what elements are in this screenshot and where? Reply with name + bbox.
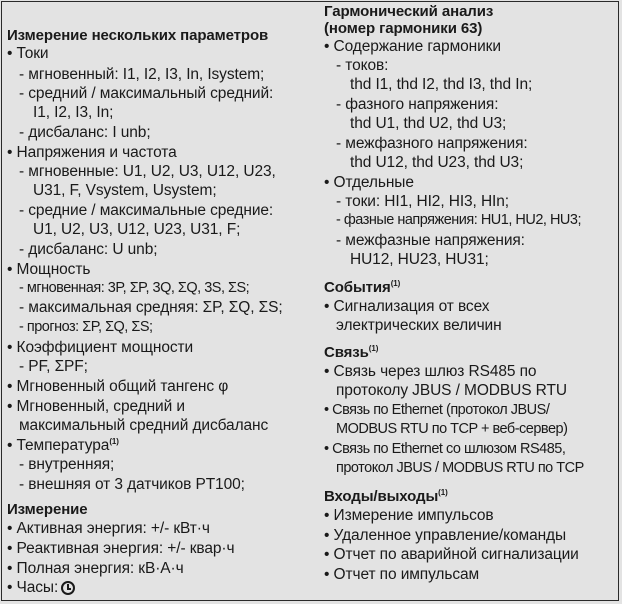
text-line-left-9 <box>19 201 273 220</box>
text-line-left-16 <box>7 338 193 357</box>
line-text: HU12, HU23, HU31; <box>350 251 489 268</box>
line-text: электрических величин <box>336 317 502 334</box>
line-text: - мгновенный: I1, I2, I3, In, Isystem; <box>19 66 265 83</box>
line-text: - фазного напряжения: <box>336 96 499 113</box>
text-line-right-28 <box>324 565 479 584</box>
line-text: • Содержание гармоники <box>324 38 501 55</box>
line-text: • Мощность <box>7 261 91 278</box>
text-line-left-17 <box>19 357 88 376</box>
footnote-marker: (1) <box>390 279 401 288</box>
line-text: - дисбаланс: U unb; <box>19 241 158 258</box>
line-text: • Мгновенный, средний и <box>7 398 185 415</box>
line-text: Измерение нескольких параметров <box>7 27 269 44</box>
text-line-right-27 <box>324 545 579 564</box>
text-line-right-10 <box>336 192 509 211</box>
line-text: - токов: <box>336 57 389 74</box>
line-text: - мгновенные: U1, U2, U3, U12, U23, <box>19 163 276 180</box>
text-line-left-4 <box>33 103 113 122</box>
line-text: - межфазные напряжения: <box>336 232 525 249</box>
line-text: • Активная энергия: +/- кВт·ч <box>7 520 210 537</box>
text-line-left-1 <box>7 44 48 63</box>
text-line-left-26 <box>7 539 234 558</box>
line-text: - мгновенная: 3P, ΣP, 3Q, ΣQ, 3S, ΣS; <box>19 280 250 296</box>
footnote-marker: (1) <box>109 437 119 446</box>
line-text: • Полная энергия: кВ·А·ч <box>7 560 184 577</box>
text-line-left-6 <box>7 143 177 162</box>
text-line-right-19 <box>336 381 567 400</box>
line-text: - PF, ΣPF; <box>19 358 88 375</box>
text-line-right-21 <box>336 420 567 439</box>
text-line-right-22 <box>324 440 565 459</box>
text-line-left-10 <box>33 220 240 239</box>
line-text: События <box>324 279 391 296</box>
text-line-right-4 <box>350 75 532 94</box>
footnote-marker: (1) <box>438 488 448 497</box>
line-text: • Измерение импульсов <box>324 507 494 524</box>
line-text: - токи: HI1, HI2, HI3, HIn; <box>336 193 509 210</box>
line-text: U1, U2, U3, U12, U23, U31, F; <box>33 221 241 238</box>
line-text: протоколу JBUS / MODBUS RTU <box>336 382 567 399</box>
text-line-left-22 <box>19 455 114 474</box>
text-line-right-7 <box>336 134 528 153</box>
text-line-right-25 <box>324 506 494 525</box>
section-heading-left-0 <box>7 26 268 45</box>
line-text: • Удаленное управление/команды <box>324 527 567 544</box>
text-line-left-25 <box>7 519 210 538</box>
line-text: - фазные напряжения: HU1, HU2, HU3; <box>336 212 581 228</box>
text-line-left-23 <box>19 475 245 494</box>
line-text: U31, F, Vsystem, Usystem; <box>33 182 217 199</box>
line-text: - внутренняя; <box>19 456 115 473</box>
line-text: • Напряжения и частота <box>7 144 177 161</box>
line-text: Связь <box>324 344 369 361</box>
text-line-left-15 <box>19 318 153 337</box>
line-text: • Связь по Ethernet (протокол JBUS/ <box>324 402 550 418</box>
text-line-right-11 <box>336 211 581 230</box>
clock-icon <box>61 581 75 595</box>
text-line-right-26 <box>324 526 566 545</box>
line-text: • Токи <box>7 45 49 62</box>
text-line-right-16 <box>336 316 502 335</box>
line-text: - прогноз: ΣP, ΣQ, ΣS; <box>19 319 153 335</box>
text-line-right-18 <box>324 362 536 381</box>
text-line-right-12 <box>336 231 525 250</box>
section-heading-left-24 <box>7 500 88 519</box>
text-line-left-27 <box>7 559 184 578</box>
line-text: thd U12, thd U23, thd U3; <box>350 154 524 171</box>
line-text: MODBUS RTU по TCP + веб-сервер) <box>336 421 568 437</box>
line-text: • Часы: <box>7 579 59 596</box>
text-line-left-18 <box>7 377 228 396</box>
line-text: Гармонический анализ <box>324 3 494 20</box>
line-text: • Реактивная энергия: +/- квар·ч <box>7 540 235 557</box>
text-line-left-8 <box>33 181 217 200</box>
text-line-left-21 <box>7 436 119 455</box>
text-line-left-12 <box>7 260 90 279</box>
line-text: I1, I2, I3, In; <box>33 104 114 121</box>
section-heading-right-24 <box>324 487 448 506</box>
line-text: Измерение <box>7 501 88 518</box>
text-line-left-20 <box>19 416 268 435</box>
text-line-right-5 <box>336 95 498 114</box>
text-line-left-3 <box>19 84 273 103</box>
line-text: - межфазного напряжения: <box>336 135 528 152</box>
text-line-left-13 <box>19 279 249 298</box>
text-line-right-8 <box>350 153 523 172</box>
line-text: - средний / максимальный средний: <box>19 85 274 102</box>
text-line-right-3 <box>336 56 388 75</box>
line-text: - средние / максимальные средние: <box>19 202 274 219</box>
text-line-right-20 <box>324 401 549 420</box>
section-heading-right-1 <box>324 19 482 38</box>
text-line-left-19 <box>7 397 185 416</box>
text-line-left-11 <box>19 240 157 259</box>
footnote-marker: (1) <box>368 344 379 353</box>
text-line-right-2 <box>324 37 501 56</box>
line-text: - максимальная средняя: ΣP, ΣQ, ΣS; <box>19 299 283 316</box>
line-text: • Отчет по аварийной сигнализации <box>324 546 579 563</box>
text-line-right-15 <box>324 297 489 316</box>
line-text: • Температура <box>7 437 110 454</box>
text-line-right-13 <box>350 250 489 269</box>
section-heading-right-17 <box>324 343 378 362</box>
line-text: thd I1, thd I2, thd I3, thd In; <box>350 76 533 93</box>
line-text: thd U1, thd U2, thd U3; <box>350 115 507 132</box>
text-line-right-9 <box>324 173 414 192</box>
text-line-left-14 <box>19 298 283 317</box>
text-line-right-6 <box>350 114 506 133</box>
line-text: протокол JBUS / MODBUS RTU по TCP <box>336 460 584 476</box>
line-text: • Связь по Ethernet со шлюзом RS485, <box>324 441 566 457</box>
text-line-left-7 <box>19 162 276 181</box>
text-line-right-23 <box>336 459 584 478</box>
line-text: - внешняя от 3 датчиков PT100; <box>19 476 245 493</box>
line-text: • Отдельные <box>324 174 414 191</box>
line-text: максимальный средний дисбаланс <box>19 417 269 434</box>
line-text: Входы/выходы <box>324 488 439 505</box>
section-heading-right-14 <box>324 278 400 297</box>
line-text: (номер гармоники 63) <box>324 20 483 37</box>
line-text: • Связь через шлюз RS485 по <box>324 363 537 380</box>
text-line-left-28 <box>7 578 75 597</box>
line-text: • Коэффициент мощности <box>7 339 194 356</box>
text-line-left-2 <box>19 65 264 84</box>
line-text: • Мгновенный общий тангенс φ <box>7 378 229 395</box>
text-line-left-5 <box>19 123 151 142</box>
line-text: • Сигнализация от всех <box>324 298 490 315</box>
line-text: - дисбаланс: I unb; <box>19 124 151 141</box>
line-text: • Отчет по импульсам <box>324 566 480 583</box>
